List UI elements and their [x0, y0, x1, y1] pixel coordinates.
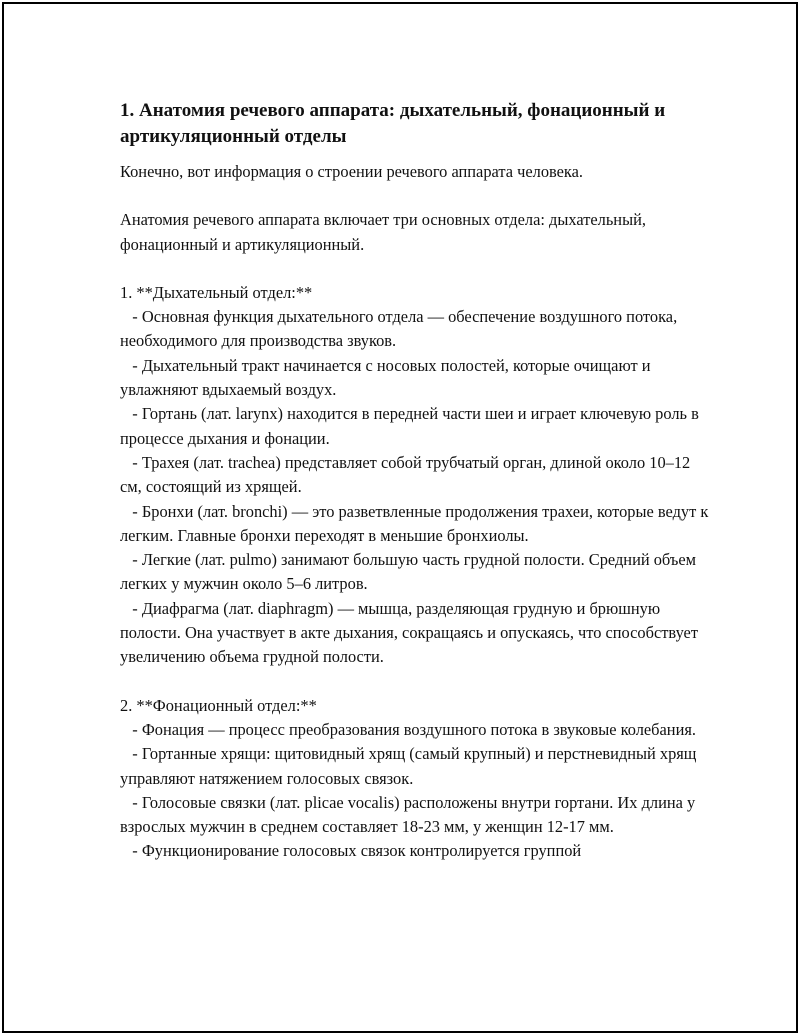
overview-paragraph: Анатомия речевого аппарата включает три основных отдела: дыхательный, фонационный и артикуляционный. — [120, 210, 651, 254]
document-body — [120, 98, 710, 864]
section-respiratory: 1. **Дыхательный отдел:** - Основная функция дыхательного отдела — обеспечение воздушного потока, необходимого для производства звуков. - Дыхательный тракт начинается с носовых полостей, которые очищают и увлажняют вдыхаемый воздух. - Гортань (лат. larynx) находится в передней части шеи и играет ключевую роль в процессе дыхания и фонации. - Трахея (лат. trachea) представляет собой трубчатый орган, длиной около 10–12 см, состоящий из хрящей. - Бронхи (лат. bronchi) — это разветвленные продолжения трахеи, которые ведут к легким. Главные бронхи переходят в меньшие бронхиолы. - Легкие (лат. pulmo) занимают большую часть грудной полости. Средний объем легких у мужчин около 5–6 литров. - Диафрагма (лат. diaphragm) — мышца, разделяющая грудную и брюшную полости. Она участвует в акте дыхания, сокращаясь и опускаясь, что способствует увеличению объема грудной полости. — [120, 282, 709, 667]
intro-paragraph: Конечно, вот информация о строении речевого аппарата человека. — [120, 162, 584, 181]
section-phonation: 2. **Фонационный отдел:** - Фонация — процесс преобразования воздушного потока в звуковые колебания. - Гортанные хрящи: щитовидный хрящ (самый крупный) и перстневидный хрящ управляют натяжением голосовых связок. - Голосовые связки (лат. plicae vocalis) расположены внутри гортани. Их длина у взрослых мужчин в среднем составляет 18-23 мм, у женщин 12-17 мм. - Функционирование голосовых связок контролируется группой — [120, 695, 697, 861]
page-frame — [2, 2, 798, 1033]
page-title: 1. Анатомия речевого аппарата: дыхательный, фонационный и артикуляционный отделы — [120, 100, 666, 147]
